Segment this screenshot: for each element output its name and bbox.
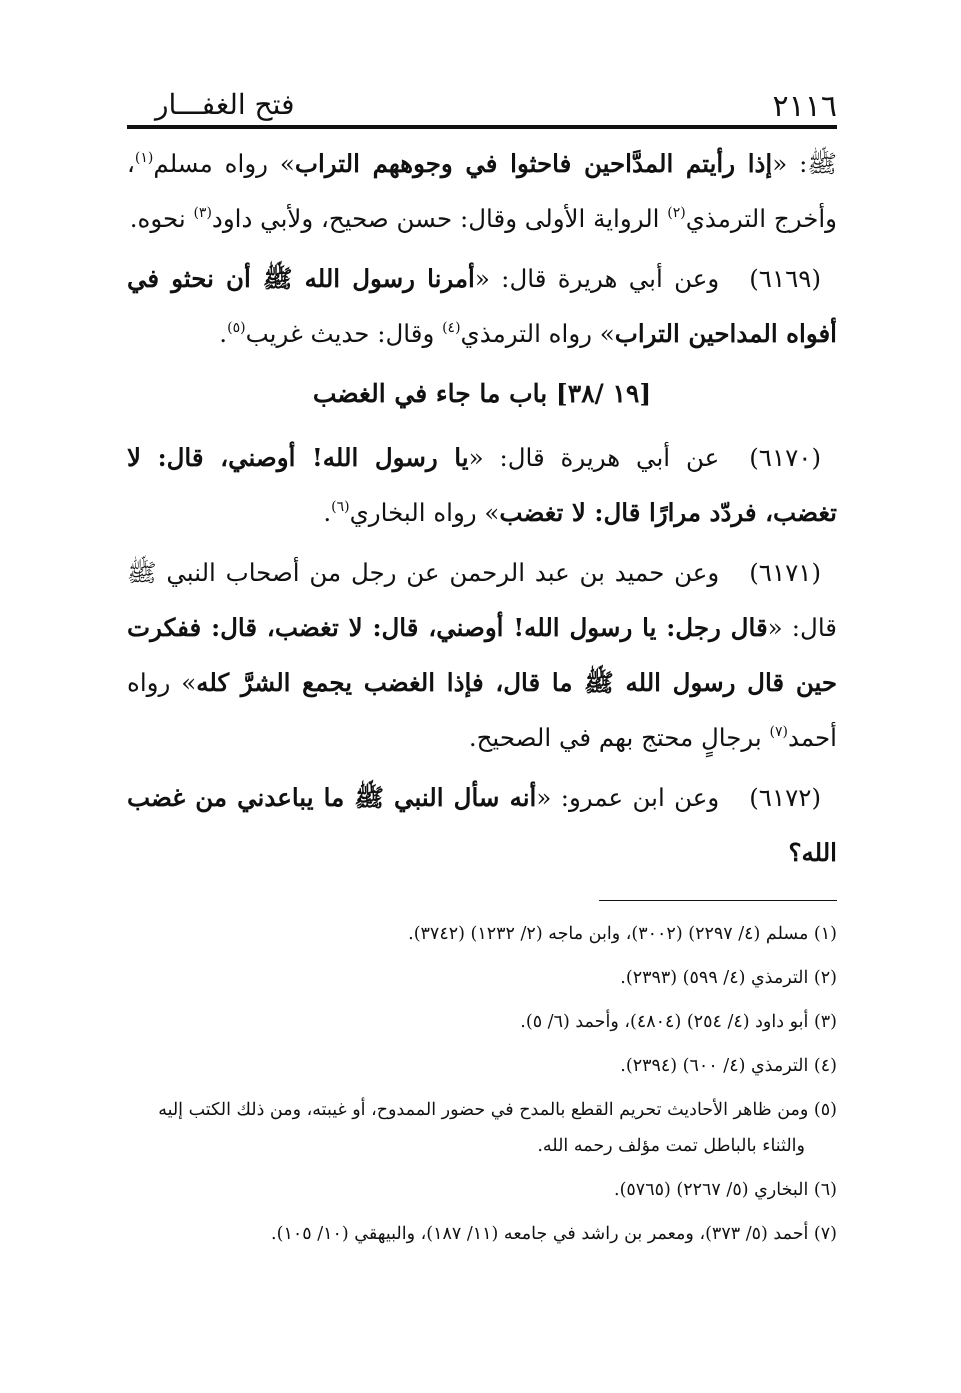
- footnote-4: (٤) الترمذي (٤/ ٦٠٠) (٢٣٩٤).: [620, 1056, 837, 1076]
- footnotes: [127, 912, 837, 1256]
- chapter-heading: [١٩ /٣٨] باب ما جاء في الغضب: [312, 379, 652, 408]
- footnote-6: (٦) البخاري (٥/ ٢٢٦٧) (٥٧٦٥).: [614, 1180, 837, 1200]
- footnote-2: (٢) الترمذي (٤/ ٥٩٩) (٢٣٩٣).: [620, 968, 837, 988]
- footnote-5-line-2: والثناء بالباطل تمت مؤلف رحمه الله.: [537, 1136, 805, 1156]
- hadith-number: (٦١٦٩): [749, 264, 821, 293]
- header-rule: [127, 125, 837, 129]
- footnote-7: (٧) أحمد (٥/ ٣٧٣)، ومعمر بن راشد في جامعه (١١/ ١٨٧)، والبيهقي (١٠/ ١٠٥).: [271, 1224, 837, 1244]
- hadith-number: (٦١٧٢): [749, 783, 821, 812]
- text-run: .: [323, 498, 332, 527]
- book-title: فتح الغفـــار: [155, 88, 295, 121]
- footnote-ref[interactable]: (٤): [442, 320, 461, 336]
- footnote-1: (١) مسلم (٤/ ٢٢٩٧) (٣٠٠٢)، وابن ماجه (٢/ ١٢٣٢) (٣٧٤٢).: [408, 924, 837, 944]
- text-run: برجالٍ محتج بهم في الصحيح.: [468, 723, 770, 752]
- text-run: » رواه أحمد: [127, 668, 837, 752]
- text-run: » رواه مسلم: [153, 149, 295, 178]
- page-number: ٢١١٦: [772, 89, 837, 124]
- hadith-number: (٦١٧٠): [749, 443, 821, 472]
- text-run: الرواية الأولى وقال: حسن صحيح، ولأبي داود: [211, 204, 668, 233]
- text-run: وقال: حديث غريب: [245, 319, 443, 348]
- footnote-separator: [599, 900, 837, 901]
- text-run: الترمذي: [685, 204, 767, 233]
- footnote-3: (٣) أبو داود (٤/ ٢٥٤) (٤٨٠٤)، وأحمد (٦/ ٥).: [520, 1012, 837, 1032]
- text-run: » رواه البخاري: [349, 498, 500, 527]
- page-header: [127, 78, 837, 126]
- hadith-text: أمرنا رسول الله ﷺ أن نحثو في أفواه المداحين التراب: [127, 264, 837, 348]
- footnote-5-line-1: (٥) ومن ظاهر الأحاديث تحريم القطع بالمدح في حضور الممدوح، أو غيبته، ومن ذلك الكتب إليه: [158, 1100, 837, 1120]
- text-run: » رواه الترمذي: [460, 319, 615, 348]
- footnote-ref[interactable]: (١): [134, 150, 154, 166]
- hadith-6169: [127, 251, 837, 361]
- paragraph-continuation: [127, 136, 837, 246]
- footnote-ref[interactable]: (٥): [227, 320, 246, 336]
- footnote-5: [127, 1088, 837, 1168]
- text-run: وعن أبي هريرة قال: «: [474, 264, 720, 293]
- hadith-6170: [127, 430, 837, 540]
- text-run: ﷺ: «: [772, 149, 837, 178]
- hadith-6171: [127, 545, 837, 765]
- footnote-ref[interactable]: (٧): [769, 724, 789, 740]
- footnote-ref[interactable]: (٦): [331, 499, 350, 515]
- text-run: .: [219, 319, 228, 348]
- text-run: نحوه.: [129, 204, 194, 233]
- hadith-text: قال رجل: يا رسول الله! أوصني، قال: لا تغضب، قال: ففكرت حين قال رسول الله ﷺ ما قال، فإذا الغضب يجمع الشرَّ كله: [127, 613, 838, 697]
- main-text: [127, 136, 837, 885]
- hadith-6172: [127, 770, 837, 880]
- text-run: عن أبي هريرة قال: «: [468, 443, 720, 472]
- hadith-text: أنه سأل النبي ﷺ ما يباعدني من غضب الله؟: [127, 783, 837, 867]
- hadith-number: (٦١٧١): [749, 558, 821, 587]
- footnote-ref[interactable]: (٣): [193, 205, 212, 221]
- hadith-text: إذا رأيتم المدَّاحين فاحثوا في وجوههم التراب: [294, 149, 773, 178]
- text-run: وعن حميد بن عبد الرحمن عن رجل من أصحاب النبي ﷺ قال: «: [127, 558, 838, 642]
- text-run: وعن ابن عمرو: «: [536, 783, 720, 812]
- footnote-ref[interactable]: (٢): [667, 205, 686, 221]
- hadith-text: يا رسول الله! أوصني، قال: لا تغضب، فردّد مرارًا قال: لا تغضب: [127, 443, 837, 527]
- text-run: ، وأخرج: [127, 149, 837, 233]
